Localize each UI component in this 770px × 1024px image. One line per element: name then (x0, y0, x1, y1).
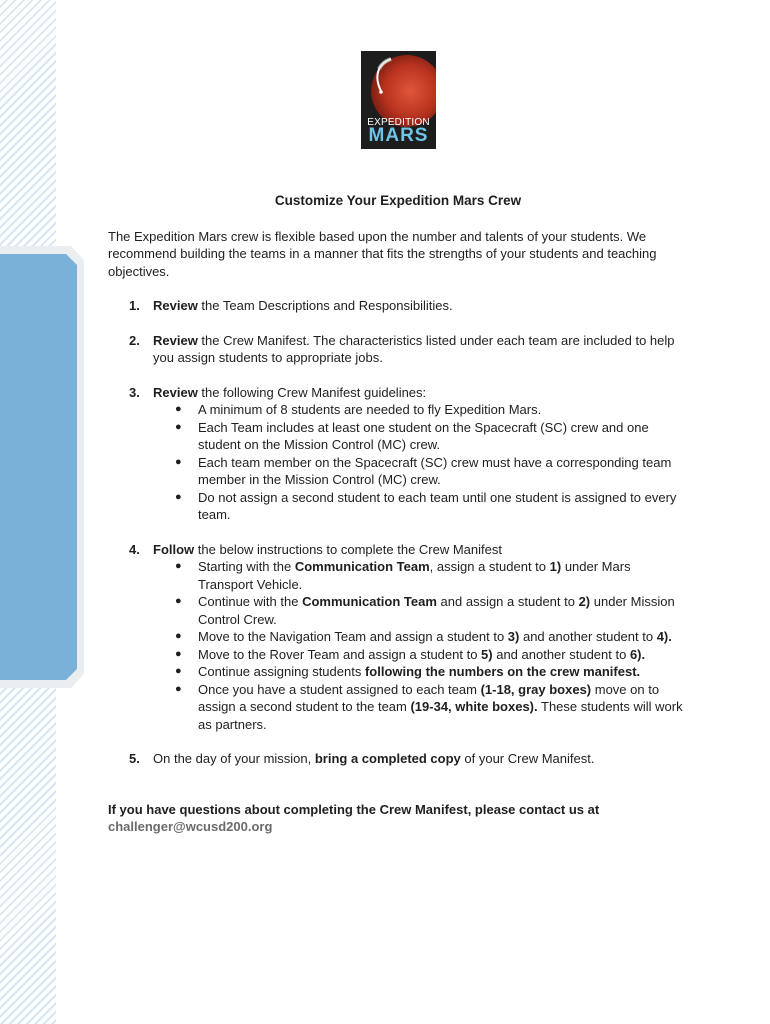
list-item: ● Move to the Navigation Team and assign a student to 3) and another student to 4). (175, 629, 672, 644)
bullet-icon: ● (175, 665, 182, 677)
contact-email[interactable]: challenger@wcusd200.org (108, 819, 273, 834)
step-text: the following Crew Manifest guidelines: (197, 384, 427, 400)
step-lead: Review (153, 384, 198, 400)
contact-note (108, 801, 688, 836)
step-number: 4. (129, 541, 140, 557)
step-5 (108, 750, 688, 768)
bullet-icon: ● (175, 595, 182, 607)
list-item: ● Starting with the Communication Team, assign a student to 1) under Mars Transport Vehicle. (175, 559, 631, 592)
step-number: 2. (129, 332, 140, 348)
bullet-icon: ● (175, 403, 182, 415)
step-number: 1. (129, 298, 140, 313)
step-lead: Review (153, 332, 198, 348)
step-3 (108, 384, 688, 524)
bullet-icon: ● (175, 455, 182, 468)
side-tab (0, 254, 77, 680)
list-item: ● Move to the Rover Team and assign a student to 5) and another student to 6). (175, 646, 646, 662)
step-4 (108, 541, 688, 734)
bullet-icon: ● (175, 490, 182, 503)
steps-list (108, 297, 688, 768)
step-number: 3. (129, 384, 140, 400)
logo-text-expedition: EXPEDITION (367, 117, 430, 128)
step-1 (108, 297, 688, 315)
bullet-icon: ● (175, 630, 182, 642)
list-item: ● Once you have a student assigned to each team (1-18, gray boxes) move on to assign a second student to the team (19-34, white boxes). These students will work as partners. (175, 681, 683, 732)
bullet-icon: ● (175, 647, 182, 660)
step-lead: Follow (153, 541, 195, 557)
step-text: the Crew Manifest. The characteristics listed under each team are included to help you assign students to appropriate jobs. (153, 332, 675, 365)
step-emphasis: bring a completed copy (314, 751, 461, 766)
list-item: ● Continue assigning students following the numbers on the crew manifest. (175, 664, 641, 679)
step-text: the Team Descriptions and Responsibilities. (197, 298, 453, 313)
expedition-mars-logo (361, 51, 436, 149)
step-text: On the day of your mission, (153, 751, 315, 766)
step-text: the below instructions to complete the Crew Manifest (194, 541, 502, 557)
document-body (108, 192, 688, 836)
list-item: ● Continue with the Communication Team and assign a student to 2) under Mission Control Crew. (175, 594, 675, 627)
bullet-icon: ● (175, 682, 182, 695)
bullet-icon: ● (175, 560, 182, 572)
step-number: 5. (129, 751, 140, 766)
list-item: ● Each team member on the Spacecraft (SC) crew must have a corresponding team member in the Mission Control (MC) crew. (175, 454, 672, 487)
page-title: Customize Your Expedition Mars Crew (274, 193, 522, 208)
intro-paragraph: The Expedition Mars crew is flexible based upon the number and talents of your students. We recommend building the teams in a manner that fits the strengths of your students and teaching objectives. (108, 228, 657, 279)
list-item: ● Each Team includes at least one student on the Spacecraft (SC) crew and one student on the Mission Control (MC) crew. (175, 419, 649, 452)
guidelines-list (153, 401, 688, 524)
list-item: ● A minimum of 8 students are needed to fly Expedition Mars. (175, 402, 542, 417)
bullet-icon: ● (175, 420, 182, 433)
logo-text-mars: MARS (368, 125, 429, 146)
contact-text: If you have questions about completing the Crew Manifest, please contact us at (108, 801, 600, 817)
step-2 (108, 332, 688, 367)
step-lead: Review (153, 298, 198, 313)
instructions-list (153, 558, 688, 733)
list-item: ● Do not assign a second student to each team until one student is assigned to every team. (175, 489, 677, 522)
step-text: of your Crew Manifest. (460, 751, 595, 766)
